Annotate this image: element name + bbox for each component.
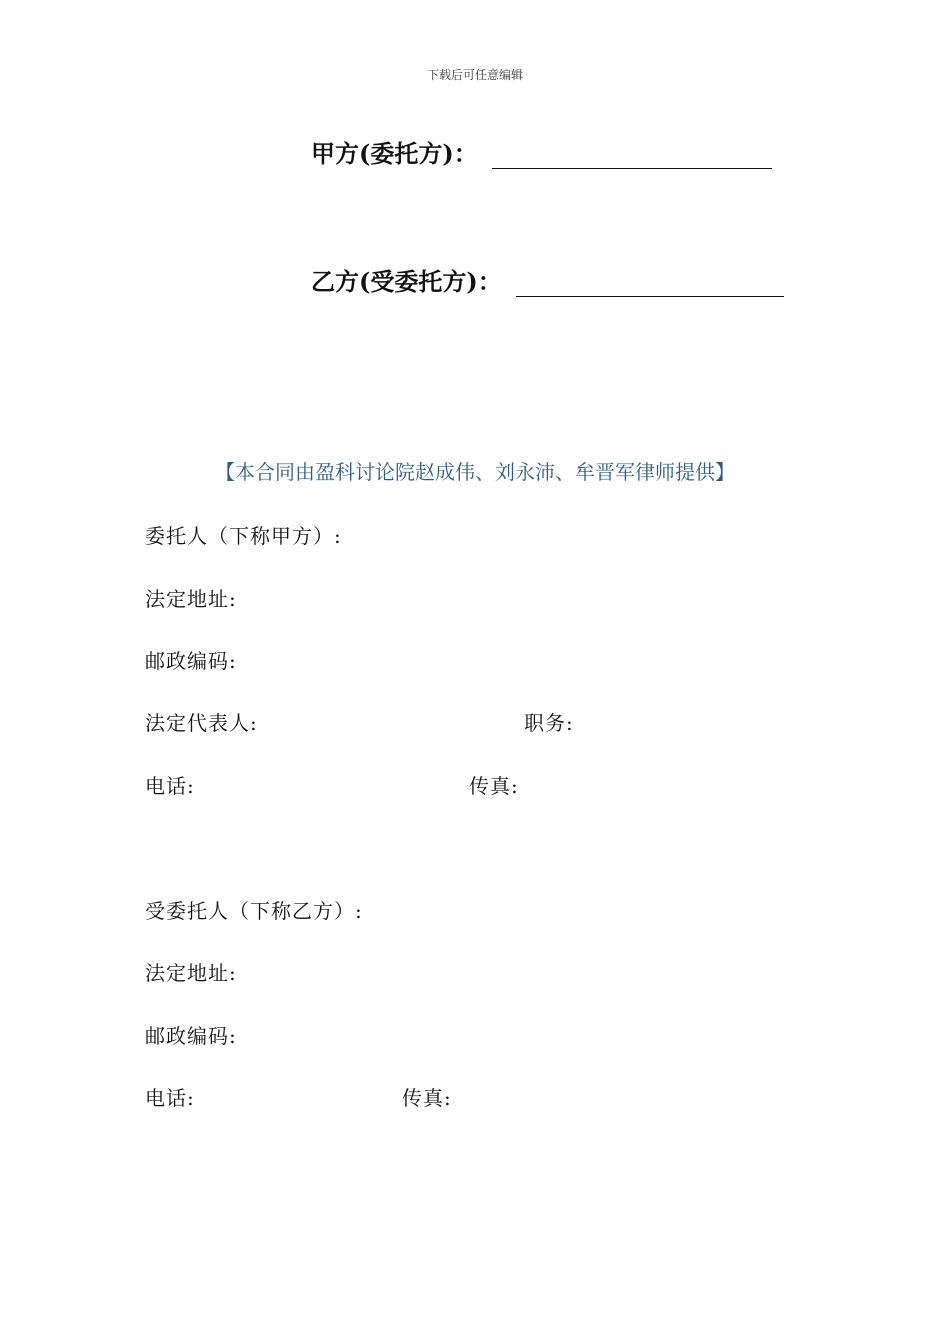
client-heading: 委托人（下称甲方）: <box>145 524 342 548</box>
client-legal-representative-label: 法定代表人: <box>145 711 258 735</box>
party-b-blank <box>516 270 784 297</box>
party-b-signature-line <box>311 262 784 297</box>
party-a-signature-line <box>311 134 772 169</box>
client-legal-address-label: 法定地址: <box>145 587 237 611</box>
trustee-heading: 受委托人（下称乙方）: <box>145 899 363 923</box>
trustee-legal-address-label: 法定地址: <box>145 961 237 985</box>
client-fax-label: 传真: <box>469 774 519 798</box>
trustee-postal-code-label: 邮政编码: <box>145 1024 237 1048</box>
provider-note: 【本合同由盈科讨论院赵成伟、刘永沛、牟晋军律师提供】 <box>215 460 735 484</box>
trustee-fax-label: 传真: <box>402 1086 452 1110</box>
client-position-label: 职务: <box>524 711 574 735</box>
trustee-phone-label: 电话: <box>145 1086 195 1110</box>
party-a-blank <box>492 142 772 169</box>
party-a-label: 甲方(委托方)： <box>311 139 478 168</box>
client-phone-label: 电话: <box>145 774 195 798</box>
party-b-label: 乙方(受委托方)： <box>311 267 502 296</box>
client-postal-code-label: 邮政编码: <box>145 649 237 673</box>
header-note: 下载后可任意编辑 <box>426 68 523 82</box>
